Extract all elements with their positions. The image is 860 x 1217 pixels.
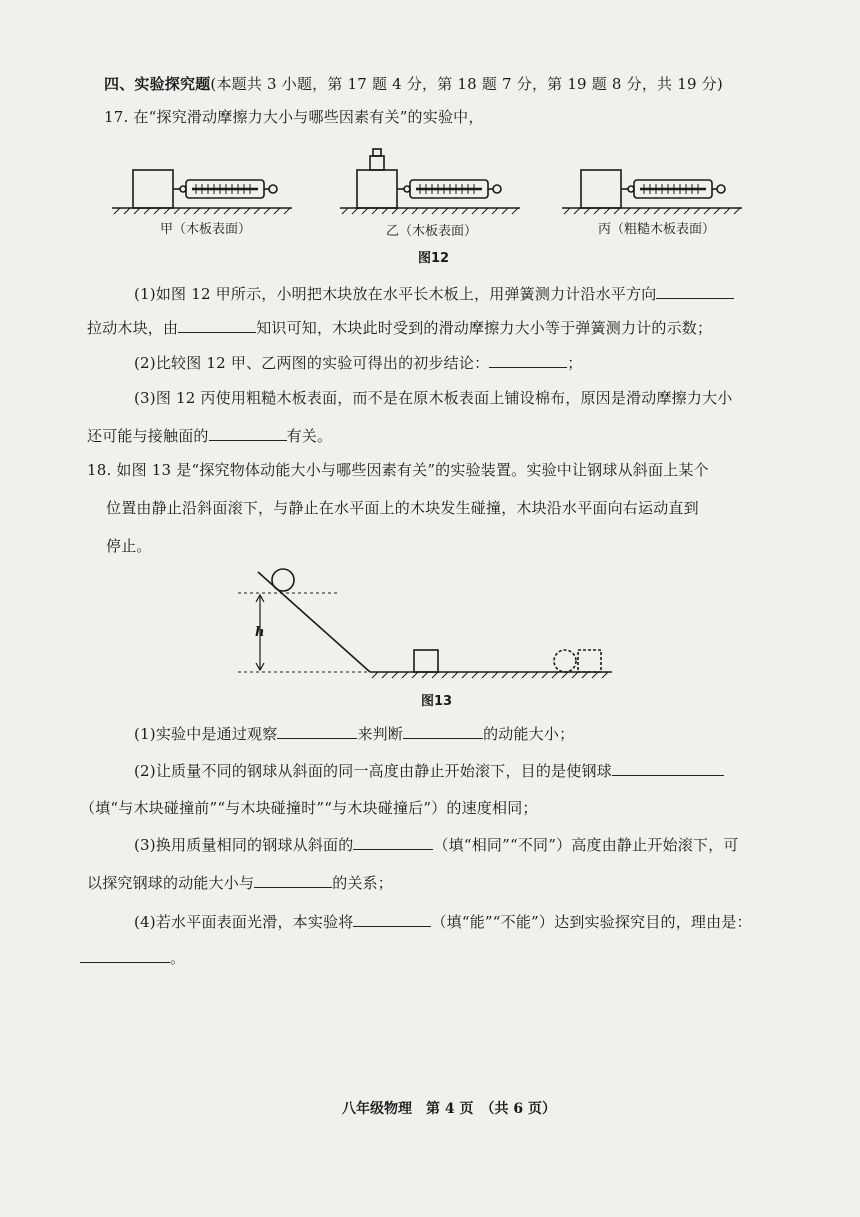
q17-stem: 17. 在“探究滑动摩擦力大小与哪些因素有关”的实验中， [104, 108, 484, 126]
q18-part4-text-b: （填“能”“不能”）达到实验探究目的，理由是： [431, 913, 752, 931]
fig12-label-bing: 丙（粗糙木板表面） [598, 222, 716, 237]
q18-stem-line2: 位置由静止沿斜面滚下，与静止在水平面上的木块发生碰撞，木块沿水平面向右运动直到 [106, 499, 699, 517]
section-title: 四、实验探究题 [104, 75, 211, 93]
q17-part3-line1: (3)图 12 丙使用粗糙木板表面，而不是在原木板表面上铺设棉布，原因是滑动摩擦力大小 [134, 389, 733, 407]
answer-blank[interactable] [656, 284, 734, 299]
q18-part2-line2: （填“与木块碰撞前”“与木块碰撞时”“与木块碰撞后”）的速度相同； [80, 799, 538, 817]
q17-part2-text-b: ； [567, 354, 583, 372]
q17-part2 [134, 352, 582, 373]
q18-part3-text-c2: 的关系； [332, 874, 394, 892]
answer-blank[interactable] [489, 353, 567, 368]
weight-knob [373, 149, 381, 156]
answer-blank[interactable] [277, 724, 357, 739]
q18-part1 [134, 723, 574, 744]
wood-block [133, 170, 173, 208]
q18-part4-line2 [80, 947, 185, 968]
wood-block [414, 650, 438, 672]
q18-part3-text-a: (3)换用质量相同的钢球从斜面的 [134, 836, 354, 854]
answer-blank[interactable] [353, 835, 433, 850]
q18-part3-line2 [87, 872, 393, 893]
q18-part4-text-c: 。 [170, 949, 186, 967]
answer-blank[interactable] [353, 912, 431, 927]
fig12-label-yi: 乙（木板表面） [386, 224, 478, 239]
answer-blank[interactable] [254, 873, 332, 888]
answer-blank[interactable] [80, 948, 170, 963]
ball-final-position [554, 650, 576, 672]
q18-part1-text-b: 来判断 [357, 725, 404, 743]
figure-13 [0, 560, 860, 690]
q17-part2-text-a: (2)比较图 12 甲、乙两图的实验可得出的初步结论： [134, 354, 490, 372]
q18-part2-text-a: (2)让质量不同的钢球从斜面的同一高度由静止开始滚下，目的是使钢球 [134, 762, 612, 780]
section-header [104, 73, 723, 94]
q17-part1-line2 [87, 317, 712, 338]
q17-part3-line2 [87, 425, 332, 446]
fig13-height-label: h [255, 625, 265, 640]
block-final-position [578, 650, 601, 672]
fig12-label-jia: 甲（木板表面） [160, 222, 252, 237]
q18-part1-text-a: (1)实验中是通过观察 [134, 725, 278, 743]
weight [370, 156, 384, 170]
page-footer: 八年级物理 第 4 页 （共 6 页） [342, 1101, 556, 1117]
section-note: (本题共 3 小题，第 17 题 4 分，第 18 题 7 分，第 19 题 8 分，共 19 分) [210, 75, 723, 93]
fig12-setup-bing [562, 170, 742, 214]
q17-part1-text-b1: 拉动木块，由 [87, 319, 179, 337]
q18-stem-line1: 18. 如图 13 是“探究物体动能大小与哪些因素有关”的实验装置。实验中让钢球从斜面上某个 [87, 461, 709, 479]
q18-part3-text-c1: 以探究钢球的动能大小与 [87, 874, 255, 892]
answer-blank[interactable] [403, 724, 483, 739]
q17-part1-text-a: (1)如图 12 甲所示，小明把木块放在水平长木板上，用弹簧测力计沿水平方向 [134, 285, 657, 303]
steel-ball [272, 569, 294, 591]
answer-blank[interactable] [612, 761, 724, 776]
q18-part4-text-a: (4)若水平面表面光滑，本实验将 [134, 913, 354, 931]
wood-block [581, 170, 621, 208]
q18-stem-line3: 停止。 [106, 537, 152, 555]
answer-blank[interactable] [209, 426, 287, 441]
q17-part1-line1 [134, 283, 734, 304]
q18-part3-line1 [134, 834, 739, 855]
fig12-caption: 图12 [418, 251, 450, 266]
q18-part2-line1 [134, 760, 724, 781]
q17-part3-text-b1: 还可能与接触面的 [87, 427, 209, 445]
q17-part1-text-b2: 知识可知，木块此时受到的滑动摩擦力大小等于弹簧测力计的示数； [256, 319, 713, 337]
q17-part3-text-b2: 有关。 [286, 427, 333, 445]
q18-part4-line1 [134, 911, 752, 932]
answer-blank[interactable] [178, 318, 256, 333]
q18-part3-text-b: （填“相同”“不同”）高度由静止开始滚下，可 [433, 836, 739, 854]
q18-part1-text-c: 的动能大小； [483, 725, 575, 743]
wood-block [357, 170, 397, 208]
fig12-setup-jia [112, 170, 292, 214]
fig13-caption: 图13 [421, 694, 453, 709]
fig12-setup-yi [340, 149, 520, 214]
